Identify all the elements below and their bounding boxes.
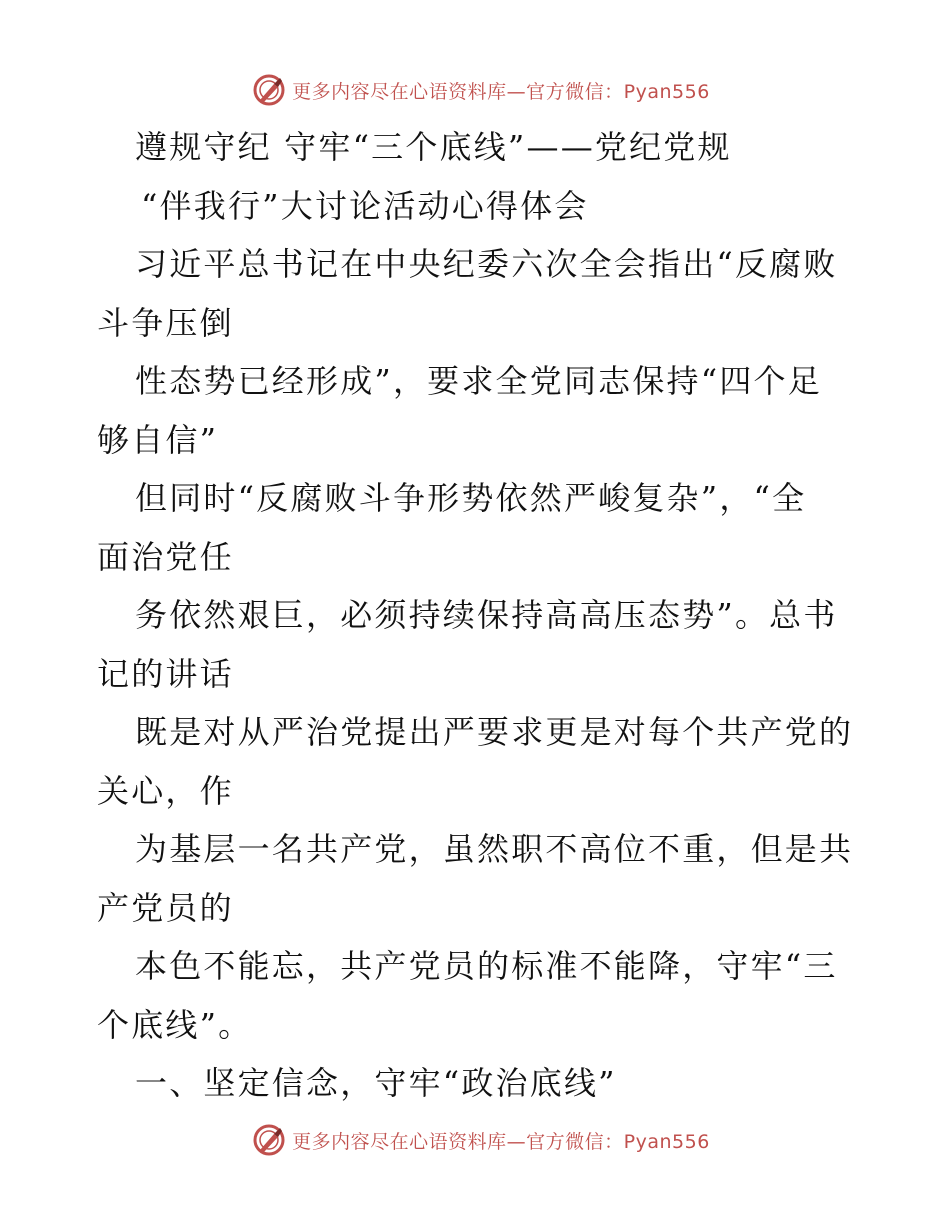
document-body bbox=[97, 118, 857, 1113]
paragraph-line: 面治党任 bbox=[97, 537, 234, 576]
footer-banner-text: 更多内容尽在心语资料库—官方微信：Pyan556 bbox=[292, 1130, 710, 1153]
paragraph-line: 个底线”。 bbox=[97, 1005, 253, 1044]
paragraph-line: 务依然艰巨，必须持续保持高高压态势”。总书 bbox=[135, 596, 838, 634]
header-banner bbox=[0, 70, 950, 110]
paragraph-line: 为基层一名共产党，虽然职不高位不重，但是共 bbox=[135, 830, 854, 868]
header-banner-text: 更多内容尽在心语资料库—官方微信：Pyan556 bbox=[292, 80, 710, 103]
paragraph-line: 斗争压倒 bbox=[97, 303, 234, 342]
document-title-line-1: 遵规守纪 守牢“三个底线”——党纪党规 bbox=[135, 128, 732, 166]
paragraph-line: 产党员的 bbox=[97, 888, 234, 927]
paragraph-line: 性态势已经形成”，要求全党同志保持“四个足 bbox=[135, 362, 822, 400]
paragraph-line: 本色不能忘，共产党员的标准不能降，守牢“三 bbox=[135, 947, 838, 985]
paragraph-line: 够自信” bbox=[97, 420, 219, 459]
paragraph-line: 习近平总书记在中央纪委六次全会指出“反腐败 bbox=[135, 245, 838, 283]
footer-banner-inner bbox=[252, 1123, 710, 1157]
document-title-line-2: “伴我行”大讨论活动心得体会 bbox=[141, 186, 589, 225]
paragraph-line: 既是对从严治党提出严要求更是对每个共产党的 bbox=[135, 713, 854, 751]
pen-circle-logo-icon bbox=[252, 73, 286, 107]
paragraph-line: 但同时“反腐败斗争形势依然严峻复杂”，“全 bbox=[135, 479, 807, 517]
footer-banner bbox=[0, 1120, 950, 1160]
paragraph-line: 记的讲话 bbox=[97, 654, 234, 693]
section-heading: 一、坚定信念，守牢“政治底线” bbox=[135, 1064, 617, 1102]
header-banner-inner bbox=[252, 73, 710, 107]
pen-circle-logo-icon bbox=[252, 1123, 286, 1157]
paragraph-line: 关心，作 bbox=[97, 771, 234, 810]
